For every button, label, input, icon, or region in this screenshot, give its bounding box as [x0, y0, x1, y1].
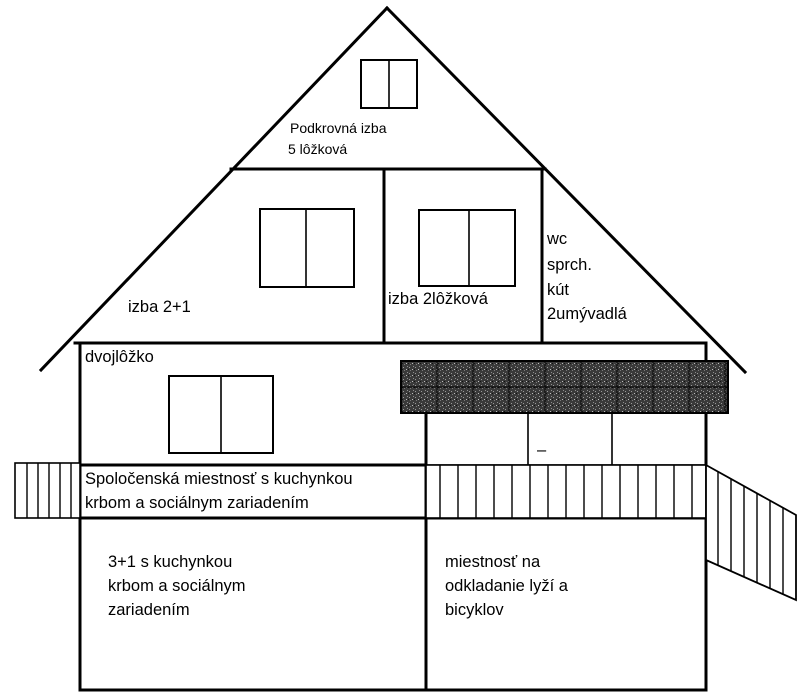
bathroom-label-line-3: kút [547, 281, 570, 299]
attic-window [361, 60, 417, 108]
double-room-window [419, 210, 515, 286]
bathroom-label-line-1: wc [547, 230, 568, 248]
storage-label-line-2: odkladanie lyží a [445, 577, 568, 595]
storage-label-line-3: bicyklov [445, 601, 504, 619]
apartment-label-line-3: zariadením [108, 601, 190, 619]
apartment-label-line-2: krbom a sociálnym [108, 577, 246, 595]
common-room-label [85, 470, 357, 512]
bathroom-label-line-2: sprch. [547, 256, 592, 274]
side-staircase [706, 465, 796, 600]
bathroom-label-line-4: 2umývadlá [547, 305, 627, 323]
storage-label [445, 553, 573, 619]
double-bed-label: dvojlôžko [85, 348, 154, 366]
balcony-railing [426, 465, 706, 518]
apartment-label-line-1: 3+1 s kuchynkou [108, 553, 233, 571]
room-2-1-label: izba 2+1 [128, 298, 191, 316]
common-room-label-line-1: Spoločenská miestnosť s kuchynkou [85, 470, 353, 488]
double-room-label: izba 2lôžková [388, 290, 488, 308]
apartment-label [108, 553, 250, 619]
left-railing [15, 463, 80, 518]
common-room-label-line-2: krbom a sociálnym zariadením [85, 494, 309, 512]
attic-label-line-2: 5 lôžková [288, 141, 348, 157]
attic-room-label [288, 120, 390, 157]
bathroom-label [546, 230, 628, 323]
dash-mark: – [537, 441, 547, 459]
attic-label-line-1: Podkrovná izba [290, 120, 387, 136]
common-room-window [169, 376, 273, 453]
room-2-1-window [260, 209, 354, 287]
balcony-planter [401, 361, 728, 413]
storage-label-line-1: miestnosť na [445, 553, 541, 571]
